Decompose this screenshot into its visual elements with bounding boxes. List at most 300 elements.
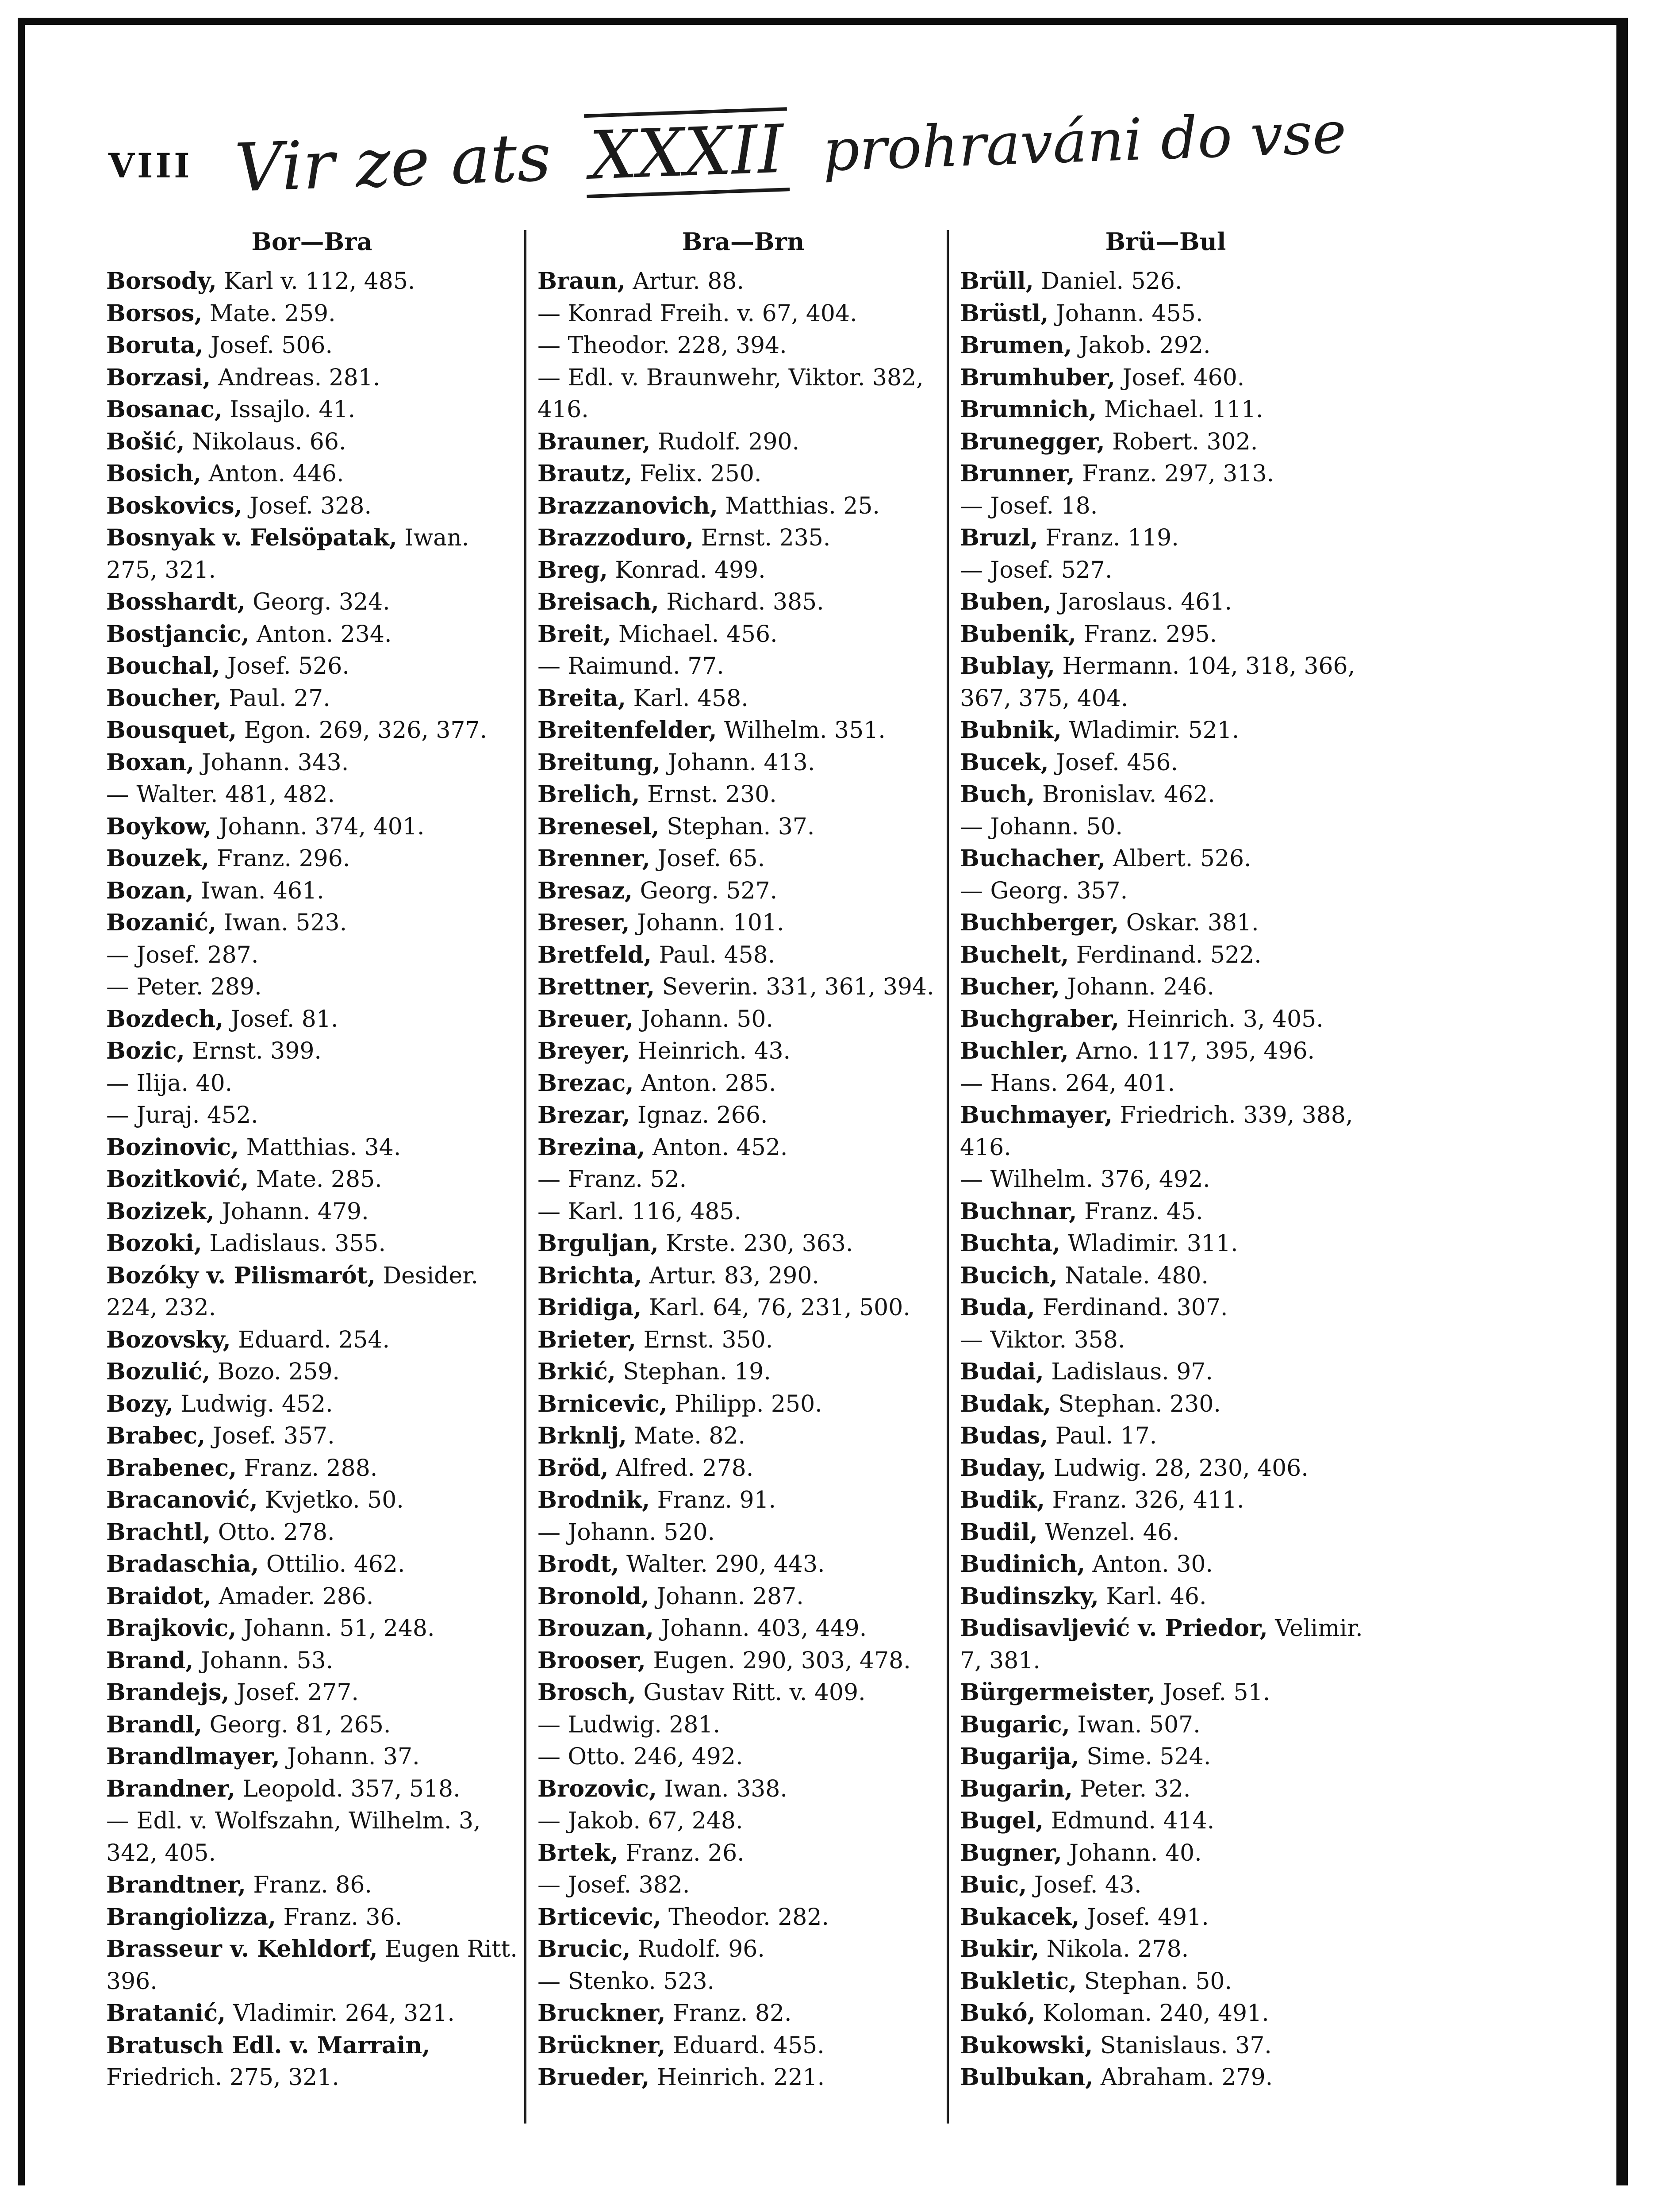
index-entry <box>106 2030 518 2094</box>
index-entry <box>960 1741 1371 1773</box>
entry-name: Buchacher, <box>960 845 1106 872</box>
entry-name: Bozizek, <box>106 1198 215 1225</box>
entry-details: — Johann. 520. <box>537 1519 715 1546</box>
entry-name: Brezina, <box>537 1133 645 1161</box>
entry-details: — Viktor. 358. <box>960 1326 1125 1353</box>
entry-name: Bozulić, <box>106 1358 211 1385</box>
entry-details: Franz. 288. <box>237 1455 378 1482</box>
entry-details: Michael. 111. <box>1097 396 1263 423</box>
entry-name: Budik, <box>960 1486 1045 1513</box>
entry-name: Boskovics, <box>106 492 242 519</box>
index-entry <box>537 1548 949 1581</box>
index-entry <box>960 1003 1371 1036</box>
entry-name: Breitenfelder, <box>537 717 717 744</box>
entry-details: Johann. 40. <box>1062 1839 1202 1866</box>
index-entry <box>106 650 518 683</box>
entry-details: Egon. 269, 326, 377. <box>237 717 487 744</box>
entry-name: Brazzoduro, <box>537 524 694 551</box>
entry-details: Iwan. 461. <box>193 877 324 904</box>
entry-details: Theodor. 282. <box>661 1904 829 1931</box>
entry-name: Breser, <box>537 909 630 936</box>
entry-name: Brumnich, <box>960 396 1097 423</box>
entry-details: Franz. 86. <box>246 1872 372 1898</box>
index-entry <box>537 1196 949 1228</box>
entry-name: Buda, <box>960 1294 1035 1321</box>
entry-name: Brelich, <box>537 781 640 808</box>
entry-details: Nikola. 278. <box>1039 1936 1189 1962</box>
entry-name: Brabec, <box>106 1422 206 1449</box>
entry-name: Bretfeld, <box>537 941 652 968</box>
entry-name: Budas, <box>960 1422 1048 1449</box>
index-entry <box>537 1837 949 1870</box>
index-entry <box>960 426 1371 458</box>
index-entry <box>106 394 518 426</box>
index-entry <box>537 458 949 490</box>
entry-details: Anton. 30. <box>1085 1551 1213 1578</box>
entry-name: Brodt, <box>537 1551 619 1578</box>
index-entry <box>960 298 1371 330</box>
index-entry <box>106 907 518 939</box>
entry-details: Ladislaus. 355. <box>202 1230 386 1257</box>
entry-name: Brachtl, <box>106 1518 211 1546</box>
entry-details: Sime. 524. <box>1079 1743 1211 1770</box>
entry-name: Budisavljević v. Priedor, <box>960 1615 1268 1642</box>
index-entry <box>106 1773 518 1805</box>
entry-name: Boykow, <box>106 813 212 840</box>
index-entry <box>537 1292 949 1324</box>
entry-details: Josef. 65. <box>650 845 765 872</box>
entry-details: Stephan. 50. <box>1077 1968 1232 1995</box>
entry-details: Georg. 81, 265. <box>202 1711 391 1738</box>
index-entry <box>106 1581 518 1613</box>
entry-details: — Franz. 52. <box>537 1166 687 1193</box>
entry-name: Buben, <box>960 588 1052 615</box>
entry-name: Breisach, <box>537 588 659 615</box>
entry-details: Wladimir. 521. <box>1061 717 1240 744</box>
entry-name: Brazzanovich, <box>537 492 718 519</box>
index-entry <box>106 1099 518 1132</box>
entry-details: Wenzel. 46. <box>1037 1519 1180 1546</box>
entry-details: Philipp. 250. <box>667 1390 822 1417</box>
entry-name: Boruta, <box>106 332 203 359</box>
entry-details: Ottilio. 462. <box>259 1551 405 1578</box>
index-entry <box>537 1805 949 1837</box>
entry-name: Buchnar, <box>960 1198 1077 1225</box>
index-entry <box>537 618 949 651</box>
entry-name: Budinich, <box>960 1551 1086 1578</box>
entry-details: Mate. 285. <box>249 1166 382 1193</box>
entry-details: Artur. 88. <box>625 268 744 295</box>
entry-details: Karl. 46. <box>1098 1583 1207 1610</box>
index-entry <box>537 1068 949 1100</box>
index-entry <box>960 394 1371 426</box>
entry-name: Brabenec, <box>106 1454 237 1482</box>
entry-details: Otto. 278. <box>211 1519 335 1546</box>
entry-details: Josef. 456. <box>1048 749 1178 776</box>
entry-name: Brumen, <box>960 332 1072 359</box>
index-entry <box>537 1869 949 1901</box>
entry-name: Bubnik, <box>960 717 1062 744</box>
entry-name: Brettner, <box>537 973 655 1000</box>
entry-details: Gustav Ritt. v. 409. <box>636 1679 866 1706</box>
index-entry <box>537 1420 949 1452</box>
index-entry <box>960 490 1371 522</box>
index-entry <box>106 1901 518 1934</box>
index-entry <box>537 1773 949 1805</box>
index-entry <box>106 1260 518 1324</box>
entry-details: Franz. 91. <box>650 1487 776 1513</box>
index-entry <box>106 1709 518 1741</box>
entry-details: Karl v. 112, 485. <box>216 268 415 295</box>
index-entry <box>960 1517 1371 1549</box>
entry-name: Bratusch Edl. v. Marrain, <box>106 2032 430 2059</box>
index-entry <box>537 747 949 779</box>
entry-name: Brosch, <box>537 1679 636 1706</box>
entry-name: Bozinovic, <box>106 1133 239 1161</box>
entry-name: Brüll, <box>960 268 1034 295</box>
entry-details: Johann. 50. <box>633 1006 773 1033</box>
entry-details: Anton. 234. <box>249 621 392 648</box>
entry-name: Buchta, <box>960 1230 1061 1257</box>
index-entry <box>537 683 949 715</box>
entry-name: Bozy, <box>106 1390 173 1417</box>
entry-details: Ferdinand. 522. <box>1069 941 1262 968</box>
index-entry <box>106 330 518 362</box>
entry-details: Johann. 374, 401. <box>211 813 425 840</box>
index-entry <box>960 1068 1371 1100</box>
entry-details: Felix. 250. <box>632 461 762 487</box>
entry-details: Eugen. 290, 303, 478. <box>645 1647 911 1674</box>
entry-details: Johann. 101. <box>629 910 784 936</box>
index-entry <box>960 714 1371 747</box>
entry-name: Bugel, <box>960 1807 1044 1834</box>
entry-name: Budai, <box>960 1358 1044 1385</box>
index-entry <box>537 1228 949 1260</box>
index-entry <box>537 779 949 811</box>
entry-details: Iwan. 338. <box>656 1775 787 1802</box>
entry-name: Brooser, <box>537 1647 646 1674</box>
index-entry <box>106 1805 518 1869</box>
handwriting-part-3: prohraváni do vse <box>821 99 1348 184</box>
entry-details: Ernst. 230. <box>640 781 777 808</box>
entry-details: Ernst. 350. <box>636 1326 773 1353</box>
entry-details: Stanislaus. 37. <box>1093 2032 1272 2059</box>
entry-name: Braidot, <box>106 1582 211 1610</box>
index-entry <box>537 1997 949 2030</box>
index-entry <box>106 1420 518 1452</box>
index-entry <box>960 1099 1371 1164</box>
index-entry <box>537 1260 949 1292</box>
index-entry <box>537 1709 949 1741</box>
entry-name: Brand, <box>106 1647 194 1674</box>
entry-name: Brautz, <box>537 460 633 487</box>
index-entry <box>537 426 949 458</box>
index-entry <box>106 1452 518 1485</box>
index-entry <box>106 1356 518 1388</box>
entry-details: Friedrich. 339, 388, 416. <box>960 1102 1353 1161</box>
entry-details: Georg. 527. <box>633 877 778 904</box>
index-entry <box>960 1613 1371 1677</box>
index-entry <box>537 1645 949 1677</box>
index-entry <box>960 1035 1371 1068</box>
index-entry <box>106 522 518 586</box>
index-entry <box>106 747 518 779</box>
entry-name: Bozovsky, <box>106 1326 231 1353</box>
entry-details: Oskar. 381. <box>1119 910 1259 936</box>
entry-name: Brieter, <box>537 1326 637 1353</box>
index-entry <box>960 618 1371 651</box>
entry-name: Bukletic, <box>960 1967 1077 1995</box>
entry-details: Alfred. 278. <box>608 1455 754 1482</box>
index-entry <box>960 265 1371 298</box>
index-entry <box>106 1869 518 1901</box>
entry-details: Paul. 458. <box>652 941 775 968</box>
entry-details: Konrad. 499. <box>607 557 766 584</box>
entry-details: Walter. 290, 443. <box>619 1551 825 1578</box>
entry-details: Eduard. 254. <box>230 1326 390 1353</box>
entry-name: Bratanić, <box>106 2000 226 2027</box>
index-entry <box>106 811 518 843</box>
index-entry <box>106 1741 518 1773</box>
index-entry <box>960 1837 1371 1870</box>
entry-details: Matthias. 34. <box>239 1134 401 1161</box>
index-entry <box>537 1452 949 1485</box>
entry-details: — Peter. 289. <box>106 974 262 1000</box>
index-entry <box>106 586 518 618</box>
entry-details: Franz. 26. <box>618 1839 745 1866</box>
index-entry <box>960 1452 1371 1485</box>
entry-details: Stephan. 230. <box>1051 1390 1221 1417</box>
entry-name: Bridiga, <box>537 1294 642 1321</box>
entry-details: Abraham. 279. <box>1093 2064 1273 2091</box>
entry-details: Mate. 82. <box>626 1423 746 1449</box>
index-column-3 <box>960 226 1371 2094</box>
entry-name: Buchelt, <box>960 941 1069 968</box>
entry-details: Rudolf. 96. <box>630 1936 765 1962</box>
entry-name: Bukacek, <box>960 1903 1080 1931</box>
entry-name: Bugner, <box>960 1839 1062 1866</box>
index-entry <box>106 1613 518 1645</box>
entry-details: Artur. 83, 290. <box>642 1262 819 1289</box>
entry-details: Krste. 230, 363. <box>658 1230 853 1257</box>
entry-details: — Wilhelm. 376, 492. <box>960 1166 1210 1193</box>
entry-details: — Theodor. 228, 394. <box>537 332 787 359</box>
index-entry <box>537 1099 949 1132</box>
index-entry <box>106 458 518 490</box>
entry-name: Breuer, <box>537 1005 634 1033</box>
index-entry <box>537 2030 949 2062</box>
entry-name: Bozóky v. Pilismarót, <box>106 1262 376 1289</box>
entry-name: Bukó, <box>960 2000 1036 2027</box>
entry-name: Brandl, <box>106 1711 203 1738</box>
entry-name: Bouzek, <box>106 845 210 872</box>
index-entry <box>106 265 518 298</box>
entry-name: Braun, <box>537 268 626 295</box>
index-entry <box>106 1997 518 2030</box>
entry-name: Brezac, <box>537 1069 634 1097</box>
entry-details: Johann. 403, 449. <box>653 1615 867 1642</box>
index-entry <box>537 650 949 683</box>
entry-name: Bošić, <box>106 428 185 455</box>
index-entry <box>106 298 518 330</box>
entry-details: Andreas. 281. <box>211 364 380 391</box>
index-entry <box>537 811 949 843</box>
index-entry <box>960 1966 1371 1998</box>
entry-name: Borsody, <box>106 268 217 295</box>
entry-name: Brticevic, <box>537 1903 661 1931</box>
entry-name: Brajkovic, <box>106 1615 237 1642</box>
column-divider <box>524 230 526 2124</box>
index-entry <box>960 362 1371 394</box>
entry-details: Bronislav. 462. <box>1035 781 1215 808</box>
index-entry <box>960 843 1371 875</box>
entry-name: Buchgraber, <box>960 1005 1119 1033</box>
entry-name: Borzasi, <box>106 364 211 391</box>
index-entry <box>960 1677 1371 1709</box>
index-entry <box>537 265 949 298</box>
index-column-1 <box>106 226 518 2094</box>
entry-details: — Stenko. 523. <box>537 1968 715 1995</box>
entry-name: Breg, <box>537 556 608 584</box>
index-entry <box>537 1966 949 1998</box>
entry-details: Franz. 119. <box>1038 525 1179 551</box>
entry-name: Bublay, <box>960 653 1055 680</box>
entry-details: Edmund. 414. <box>1044 1808 1215 1834</box>
index-entry <box>960 1773 1371 1805</box>
entry-details: Josef. 328. <box>242 492 372 519</box>
entry-details: Friedrich. 275, 321. <box>106 2064 339 2091</box>
entry-details: Eduard. 455. <box>665 2032 825 2059</box>
entry-details: Desider. 224, 232. <box>106 1262 478 1321</box>
entry-name: Brenesel, <box>537 813 660 840</box>
index-entry <box>106 1645 518 1677</box>
entry-details: Amader. 286. <box>211 1583 374 1610</box>
entry-name: Brodnik, <box>537 1486 650 1513</box>
entry-details: — Edl. v. Braunwehr, Viktor. 382, 416. <box>537 364 924 423</box>
entry-name: Brkić, <box>537 1358 616 1385</box>
entry-details: — Ilija. 40. <box>106 1070 233 1097</box>
index-entry <box>537 1484 949 1517</box>
entry-details: Josef. 81. <box>223 1006 338 1033</box>
index-entry <box>106 1196 518 1228</box>
entry-name: Bosnyak v. Felsöpatak, <box>106 524 397 551</box>
index-entry <box>537 1035 949 1068</box>
index-entry <box>960 779 1371 811</box>
entry-name: Buic, <box>960 1871 1027 1898</box>
entry-details: Severin. 331, 361, 394. <box>655 974 934 1000</box>
entry-details: Anton. 452. <box>645 1134 788 1161</box>
index-entry <box>106 1677 518 1709</box>
entry-details: Stephan. 37. <box>659 813 815 840</box>
index-entry <box>537 1164 949 1196</box>
entry-details: Heinrich. 3, 405. <box>1119 1006 1324 1033</box>
index-entry <box>537 490 949 522</box>
entry-details: Daniel. 526. <box>1033 268 1182 295</box>
index-entry <box>106 875 518 907</box>
index-entry <box>960 1356 1371 1388</box>
entry-name: Bozan, <box>106 877 194 904</box>
index-entry <box>537 1356 949 1388</box>
index-entry <box>960 939 1371 972</box>
index-entry <box>106 683 518 715</box>
entry-details: Josef. 506. <box>203 332 333 359</box>
entry-name: Brauner, <box>537 428 651 455</box>
index-entry <box>106 971 518 1003</box>
entry-name: Bukowski, <box>960 2032 1093 2059</box>
entry-details: Josef. 51. <box>1155 1679 1270 1706</box>
index-entry <box>960 1709 1371 1741</box>
entry-details: — Raimund. 77. <box>537 653 724 680</box>
entry-details: Heinrich. 221. <box>649 2064 825 2091</box>
entry-details: — Josef. 527. <box>960 557 1113 584</box>
entry-details: Josef. 491. <box>1079 1904 1209 1931</box>
entry-name: Brumhuber, <box>960 364 1115 391</box>
index-entry <box>537 907 949 939</box>
entry-details: Iwan. 507. <box>1070 1711 1201 1738</box>
entry-details: Matthias. 25. <box>718 492 880 519</box>
entry-details: Mate. 259. <box>202 300 336 327</box>
entry-name: Bucich, <box>960 1262 1058 1289</box>
entry-details: Johann. 37. <box>280 1743 420 1770</box>
entry-details: Franz. 45. <box>1077 1198 1203 1225</box>
index-entry <box>537 522 949 554</box>
index-entry <box>960 811 1371 843</box>
entry-name: Bruckner, <box>537 2000 666 2027</box>
entry-details: Johann. 343. <box>194 749 349 776</box>
entry-details: Heinrich. 43. <box>630 1038 791 1064</box>
index-entry <box>537 1003 949 1036</box>
index-entry <box>537 1517 949 1549</box>
entry-details: Josef. 526. <box>220 653 349 680</box>
index-entry <box>960 1196 1371 1228</box>
entry-name: Bruzl, <box>960 524 1038 551</box>
entry-name: Brichta, <box>537 1262 642 1289</box>
entry-name: Bozitković, <box>106 1166 249 1193</box>
entry-details: — Georg. 357. <box>960 877 1128 904</box>
entry-details: Franz. 82. <box>665 2000 792 2027</box>
index-entry <box>537 1388 949 1421</box>
entry-details: Johann. 53. <box>193 1647 334 1674</box>
index-entry <box>537 1613 949 1645</box>
entry-name: Bradaschia, <box>106 1551 259 1578</box>
index-entry <box>960 875 1371 907</box>
entry-name: Brunner, <box>960 460 1075 487</box>
entry-details: Iwan. 275, 321. <box>106 525 469 584</box>
index-entry <box>960 1388 1371 1421</box>
index-entry <box>537 554 949 587</box>
entry-name: Breita, <box>537 684 626 712</box>
entry-details: Albert. 526. <box>1105 845 1251 872</box>
entry-name: Boucher, <box>106 684 222 712</box>
entry-details: Johann. 246. <box>1060 974 1215 1000</box>
entry-name: Bukir, <box>960 1936 1040 1962</box>
index-entry <box>960 1548 1371 1581</box>
index-entry <box>537 875 949 907</box>
entry-name: Brucic, <box>537 1936 631 1962</box>
index-entry <box>106 426 518 458</box>
entry-details: Iwan. 523. <box>216 910 347 936</box>
entry-details: — Hans. 264, 401. <box>960 1070 1175 1097</box>
entry-details: Franz. 296. <box>209 845 350 872</box>
index-entry <box>537 1581 949 1613</box>
entry-details: Bozo. 259. <box>210 1359 340 1385</box>
entry-details: Ladislaus. 97. <box>1044 1359 1213 1385</box>
entry-name: Bousquet, <box>106 717 237 744</box>
entry-details: — Ludwig. 281. <box>537 1711 721 1738</box>
index-entry <box>106 1548 518 1581</box>
entry-name: Brknlj, <box>537 1422 627 1449</box>
index-entry <box>537 1324 949 1356</box>
